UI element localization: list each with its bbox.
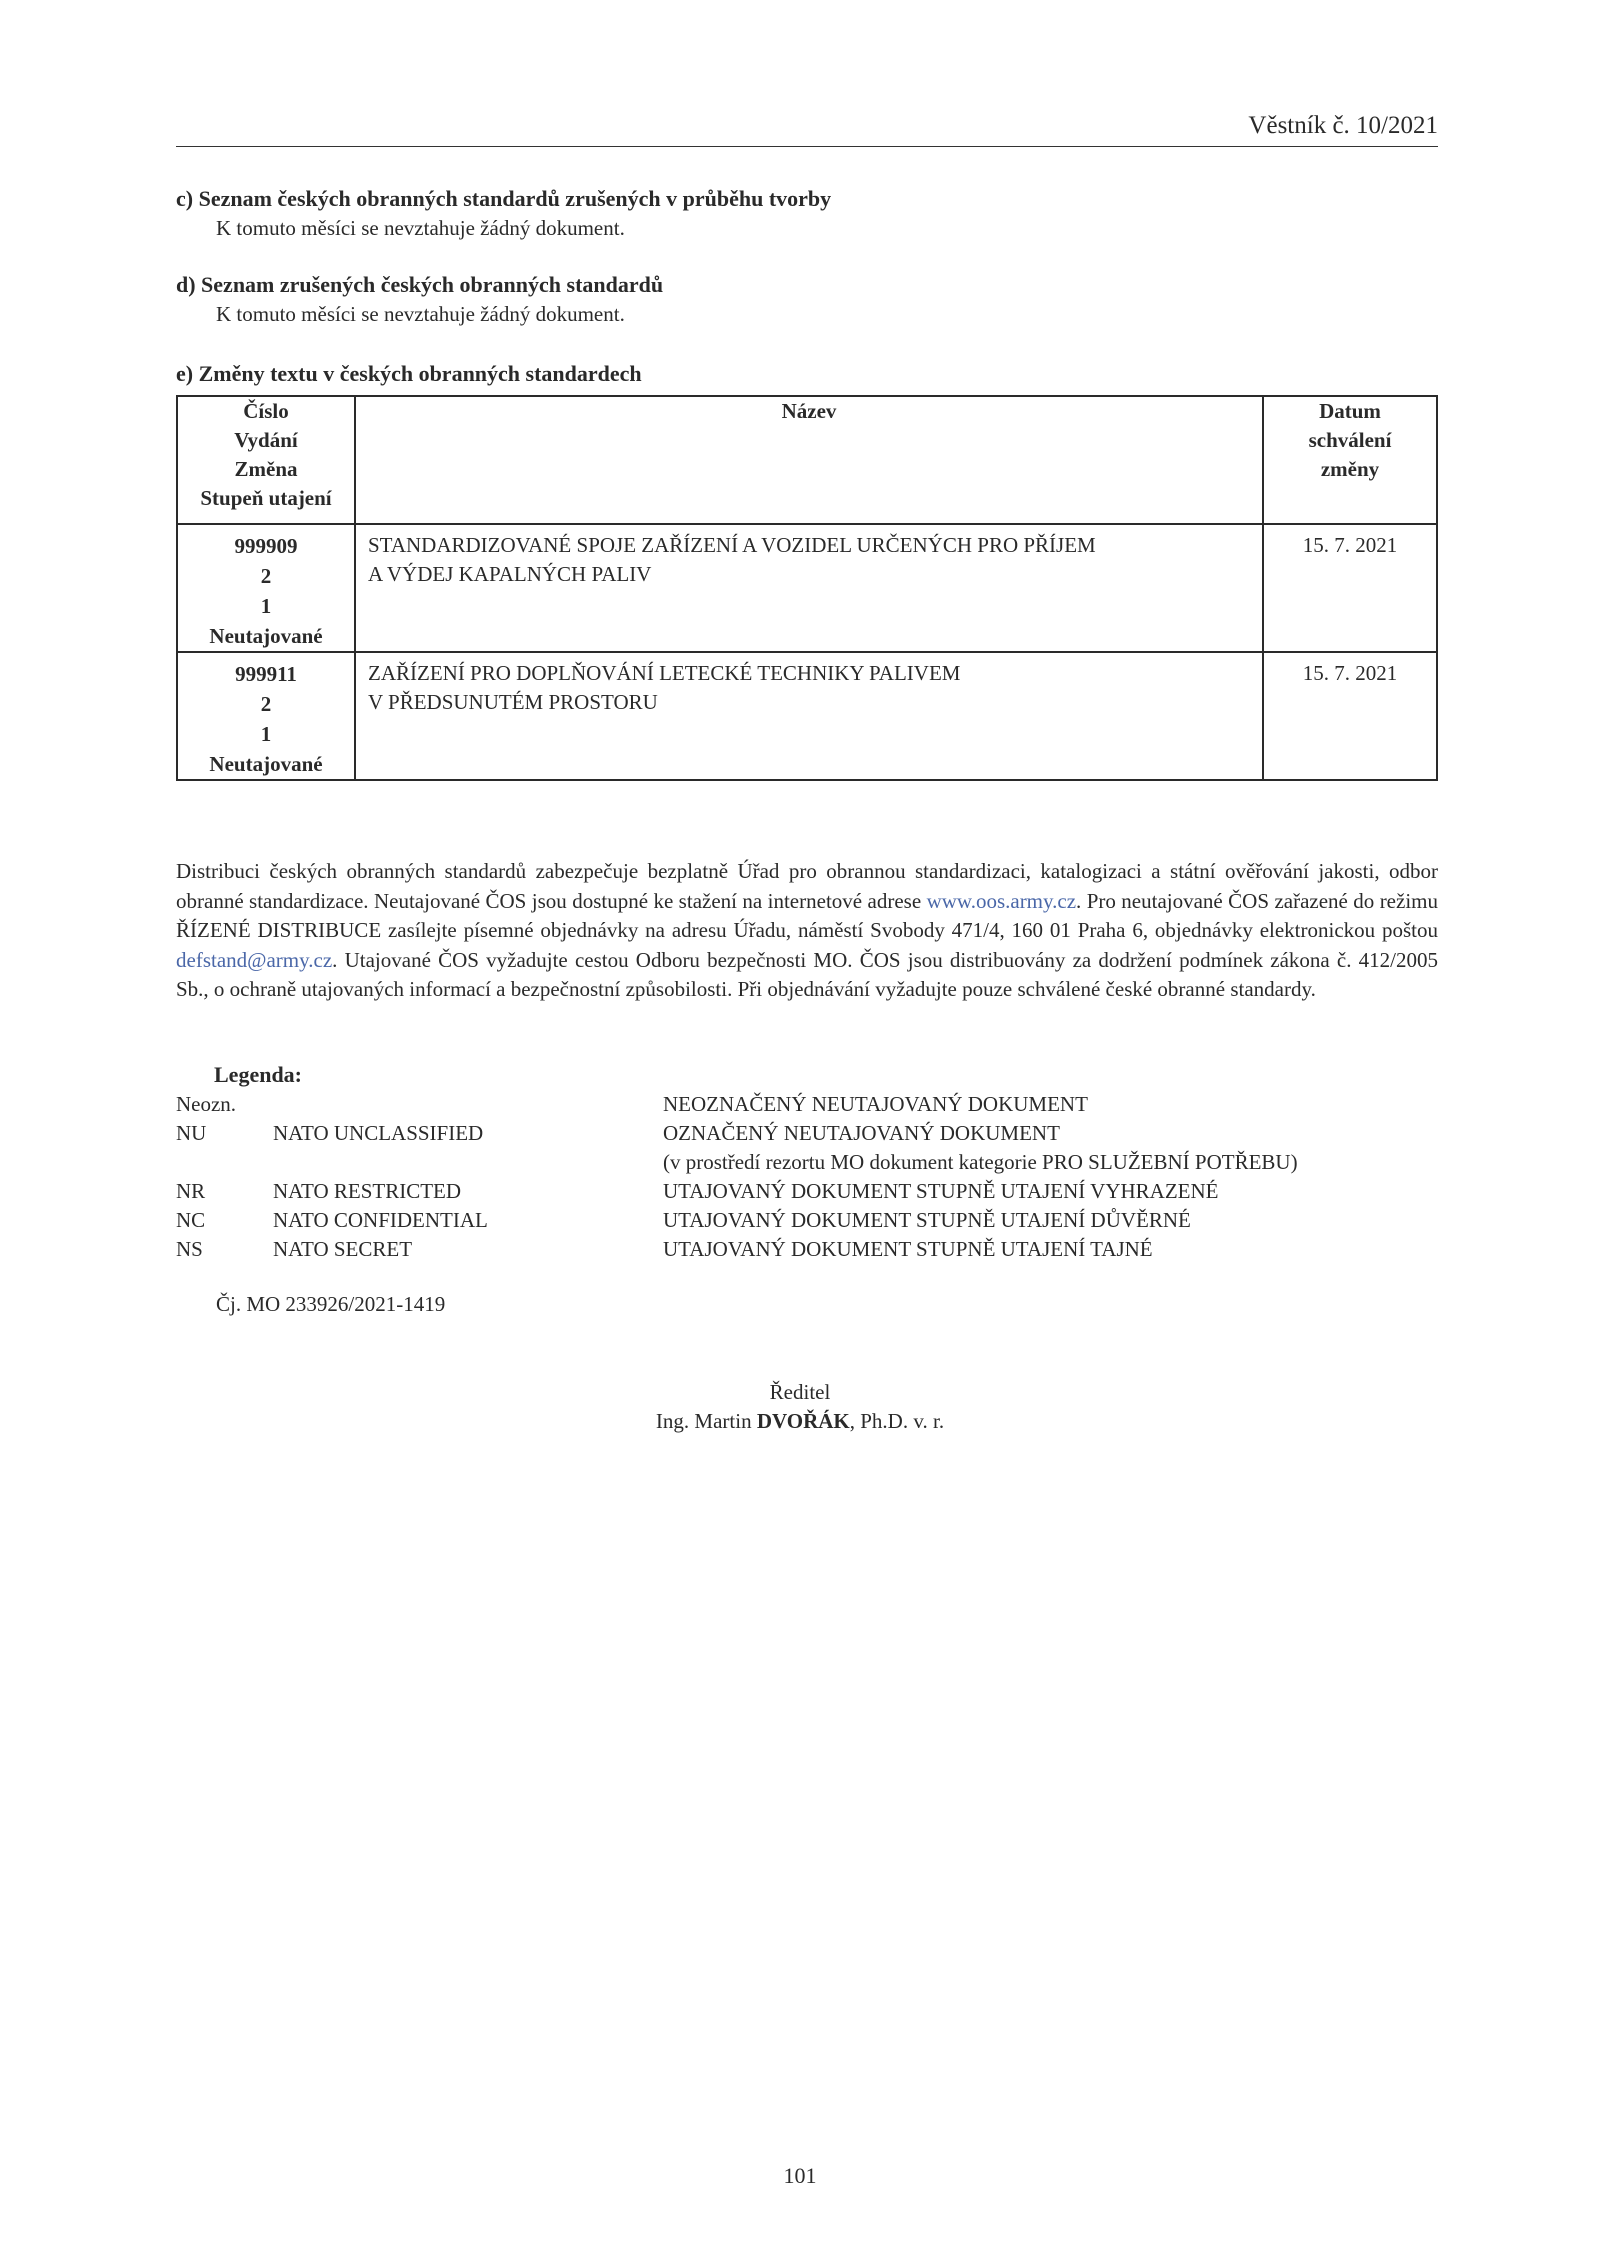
website-link[interactable]: www.oos.army.cz bbox=[926, 888, 1077, 913]
page-number: 101 bbox=[783, 2163, 817, 2188]
signatory-surname: DVOŘÁK bbox=[756, 1409, 850, 1433]
standard-title-line: ZAŘÍZENÍ PRO DOPLŇOVÁNÍ LETECKÉ TECHNIKY PALIVEM bbox=[368, 661, 961, 685]
header-label-change-word: změny bbox=[1320, 457, 1380, 481]
issue-number: 2 bbox=[260, 692, 272, 716]
bulletin-title: Věstník č. 10/2021 bbox=[1248, 112, 1438, 139]
signatory-suffix: , Ph.D. v. r. bbox=[849, 1409, 945, 1433]
header-label-approval: schválení bbox=[1308, 428, 1392, 452]
cell-date bbox=[1263, 652, 1437, 780]
legend-nato-level: NATO RESTRICTED bbox=[273, 1179, 462, 1203]
header-label-number: Číslo bbox=[243, 399, 289, 423]
cell-identifiers bbox=[177, 524, 355, 652]
change-number: 1 bbox=[260, 722, 272, 746]
approval-date: 15. 7. 2021 bbox=[1302, 661, 1398, 685]
legend-description: UTAJOVANÝ DOKUMENT STUPNĚ UTAJENÍ TAJNÉ bbox=[663, 1237, 1153, 1261]
table-header-row bbox=[177, 396, 1437, 524]
header-label-classification: Stupeň utajení bbox=[200, 486, 332, 510]
section-c-body: K tomuto měsíci se nevztahuje žádný dokument. bbox=[216, 216, 625, 240]
change-number: 1 bbox=[260, 594, 272, 618]
header-rule bbox=[176, 146, 1438, 147]
legend-description: OZNAČENÝ NEUTAJOVANÝ DOKUMENT bbox=[663, 1121, 1060, 1145]
legend-code: NU bbox=[176, 1121, 207, 1145]
distribution-text: Distribuci českých obranných standardů zabezpečuje bezplatně Úřad pro obrannou standardizaci, katalogizaci a státní ověřování jakosti, odbor obranné standardizace. Neutajované ČOS jsou dostupné ke stažení na internetové adrese bbox=[176, 859, 1438, 913]
header-label-date: Datum bbox=[1319, 399, 1381, 423]
approval-date: 15. 7. 2021 bbox=[1302, 533, 1398, 557]
legend-code: NC bbox=[176, 1208, 206, 1232]
legend-nato-level: NATO SECRET bbox=[273, 1237, 413, 1261]
table-row bbox=[177, 524, 1437, 652]
table-row bbox=[177, 652, 1437, 780]
legend-description: UTAJOVANÝ DOKUMENT STUPNĚ UTAJENÍ DŮVĚRNÉ bbox=[663, 1208, 1191, 1232]
standard-number: 999911 bbox=[235, 662, 297, 686]
standard-number: 999909 bbox=[234, 534, 298, 558]
header-label-change: Změna bbox=[234, 457, 298, 481]
cell-title bbox=[355, 524, 1263, 652]
cell-date bbox=[1263, 524, 1437, 652]
cell-identifiers bbox=[177, 652, 355, 780]
distribution-paragraph bbox=[176, 857, 1438, 1005]
section-d-body: K tomuto měsíci se nevztahuje žádný dokument. bbox=[216, 302, 625, 326]
legend-nato-level: NATO CONFIDENTIAL bbox=[273, 1208, 488, 1232]
legend-code: NS bbox=[176, 1237, 203, 1261]
signatory-prefix: Ing. Martin bbox=[655, 1409, 757, 1433]
email-link[interactable]: defstand@army.cz bbox=[176, 947, 333, 972]
legend-code: NR bbox=[176, 1179, 206, 1203]
header-approval-date bbox=[1263, 396, 1437, 524]
standard-title-line: A VÝDEJ KAPALNÝCH PALIV bbox=[368, 562, 652, 586]
section-d-heading: d) Seznam zrušených českých obranných standardů bbox=[176, 272, 664, 297]
classification: Neutajované bbox=[209, 624, 323, 648]
section-c-heading: c) Seznam českých obranných standardů zrušených v průběhu tvorby bbox=[176, 186, 832, 211]
issue-number: 2 bbox=[260, 564, 272, 588]
reference-number: Čj. MO 233926/2021-1419 bbox=[216, 1292, 446, 1316]
header-title: Název bbox=[355, 396, 1263, 524]
signatory-role: Ředitel bbox=[769, 1380, 831, 1404]
changes-table bbox=[176, 395, 1438, 781]
standard-title-line: STANDARDIZOVANÉ SPOJE ZAŘÍZENÍ A VOZIDEL URČENÝCH PRO PŘÍJEM bbox=[368, 533, 1096, 557]
legend-code: Neozn. bbox=[176, 1092, 237, 1116]
distribution-text: . Pro neutajované ČOS zařazené do režimu ŘÍZENÉ DISTRIBUCE zasílejte písemné objednávky na adresu Úřadu, náměstí Svobody 471/4, 160 01 Praha 6, objednávky elektronickou poštou bbox=[176, 888, 1438, 942]
header-label-issue: Vydání bbox=[234, 428, 298, 452]
legend-title: Legenda: bbox=[214, 1062, 302, 1087]
legend-nato-level: NATO UNCLASSIFIED bbox=[273, 1121, 484, 1145]
legend-description: NEOZNAČENÝ NEUTAJOVANÝ DOKUMENT bbox=[663, 1092, 1088, 1116]
signatory-name bbox=[0, 1409, 1600, 1434]
header-number-issue-change-classification bbox=[177, 396, 355, 524]
legend-description: UTAJOVANÝ DOKUMENT STUPNĚ UTAJENÍ VYHRAZENÉ bbox=[663, 1179, 1219, 1203]
cell-title bbox=[355, 652, 1263, 780]
section-e-heading: e) Změny textu v českých obranných standardech bbox=[176, 361, 642, 386]
distribution-text: . Utajované ČOS vyžadujte cestou Odboru bezpečnosti MO. ČOS jsou distribuovány za dodržení podmínek zákona č. 412/2005 Sb., o ochraně utajovaných informací a bezpečnostní způsobilosti. Při objednávání vyžadujte pouze schválené české obranné standardy. bbox=[176, 947, 1438, 1001]
classification: Neutajované bbox=[209, 752, 323, 776]
legend-description: (v prostředí rezortu MO dokument kategorie PRO SLUŽEBNÍ POTŘEBU) bbox=[663, 1150, 1298, 1174]
standard-title-line: V PŘEDSUNUTÉM PROSTORU bbox=[368, 690, 658, 714]
